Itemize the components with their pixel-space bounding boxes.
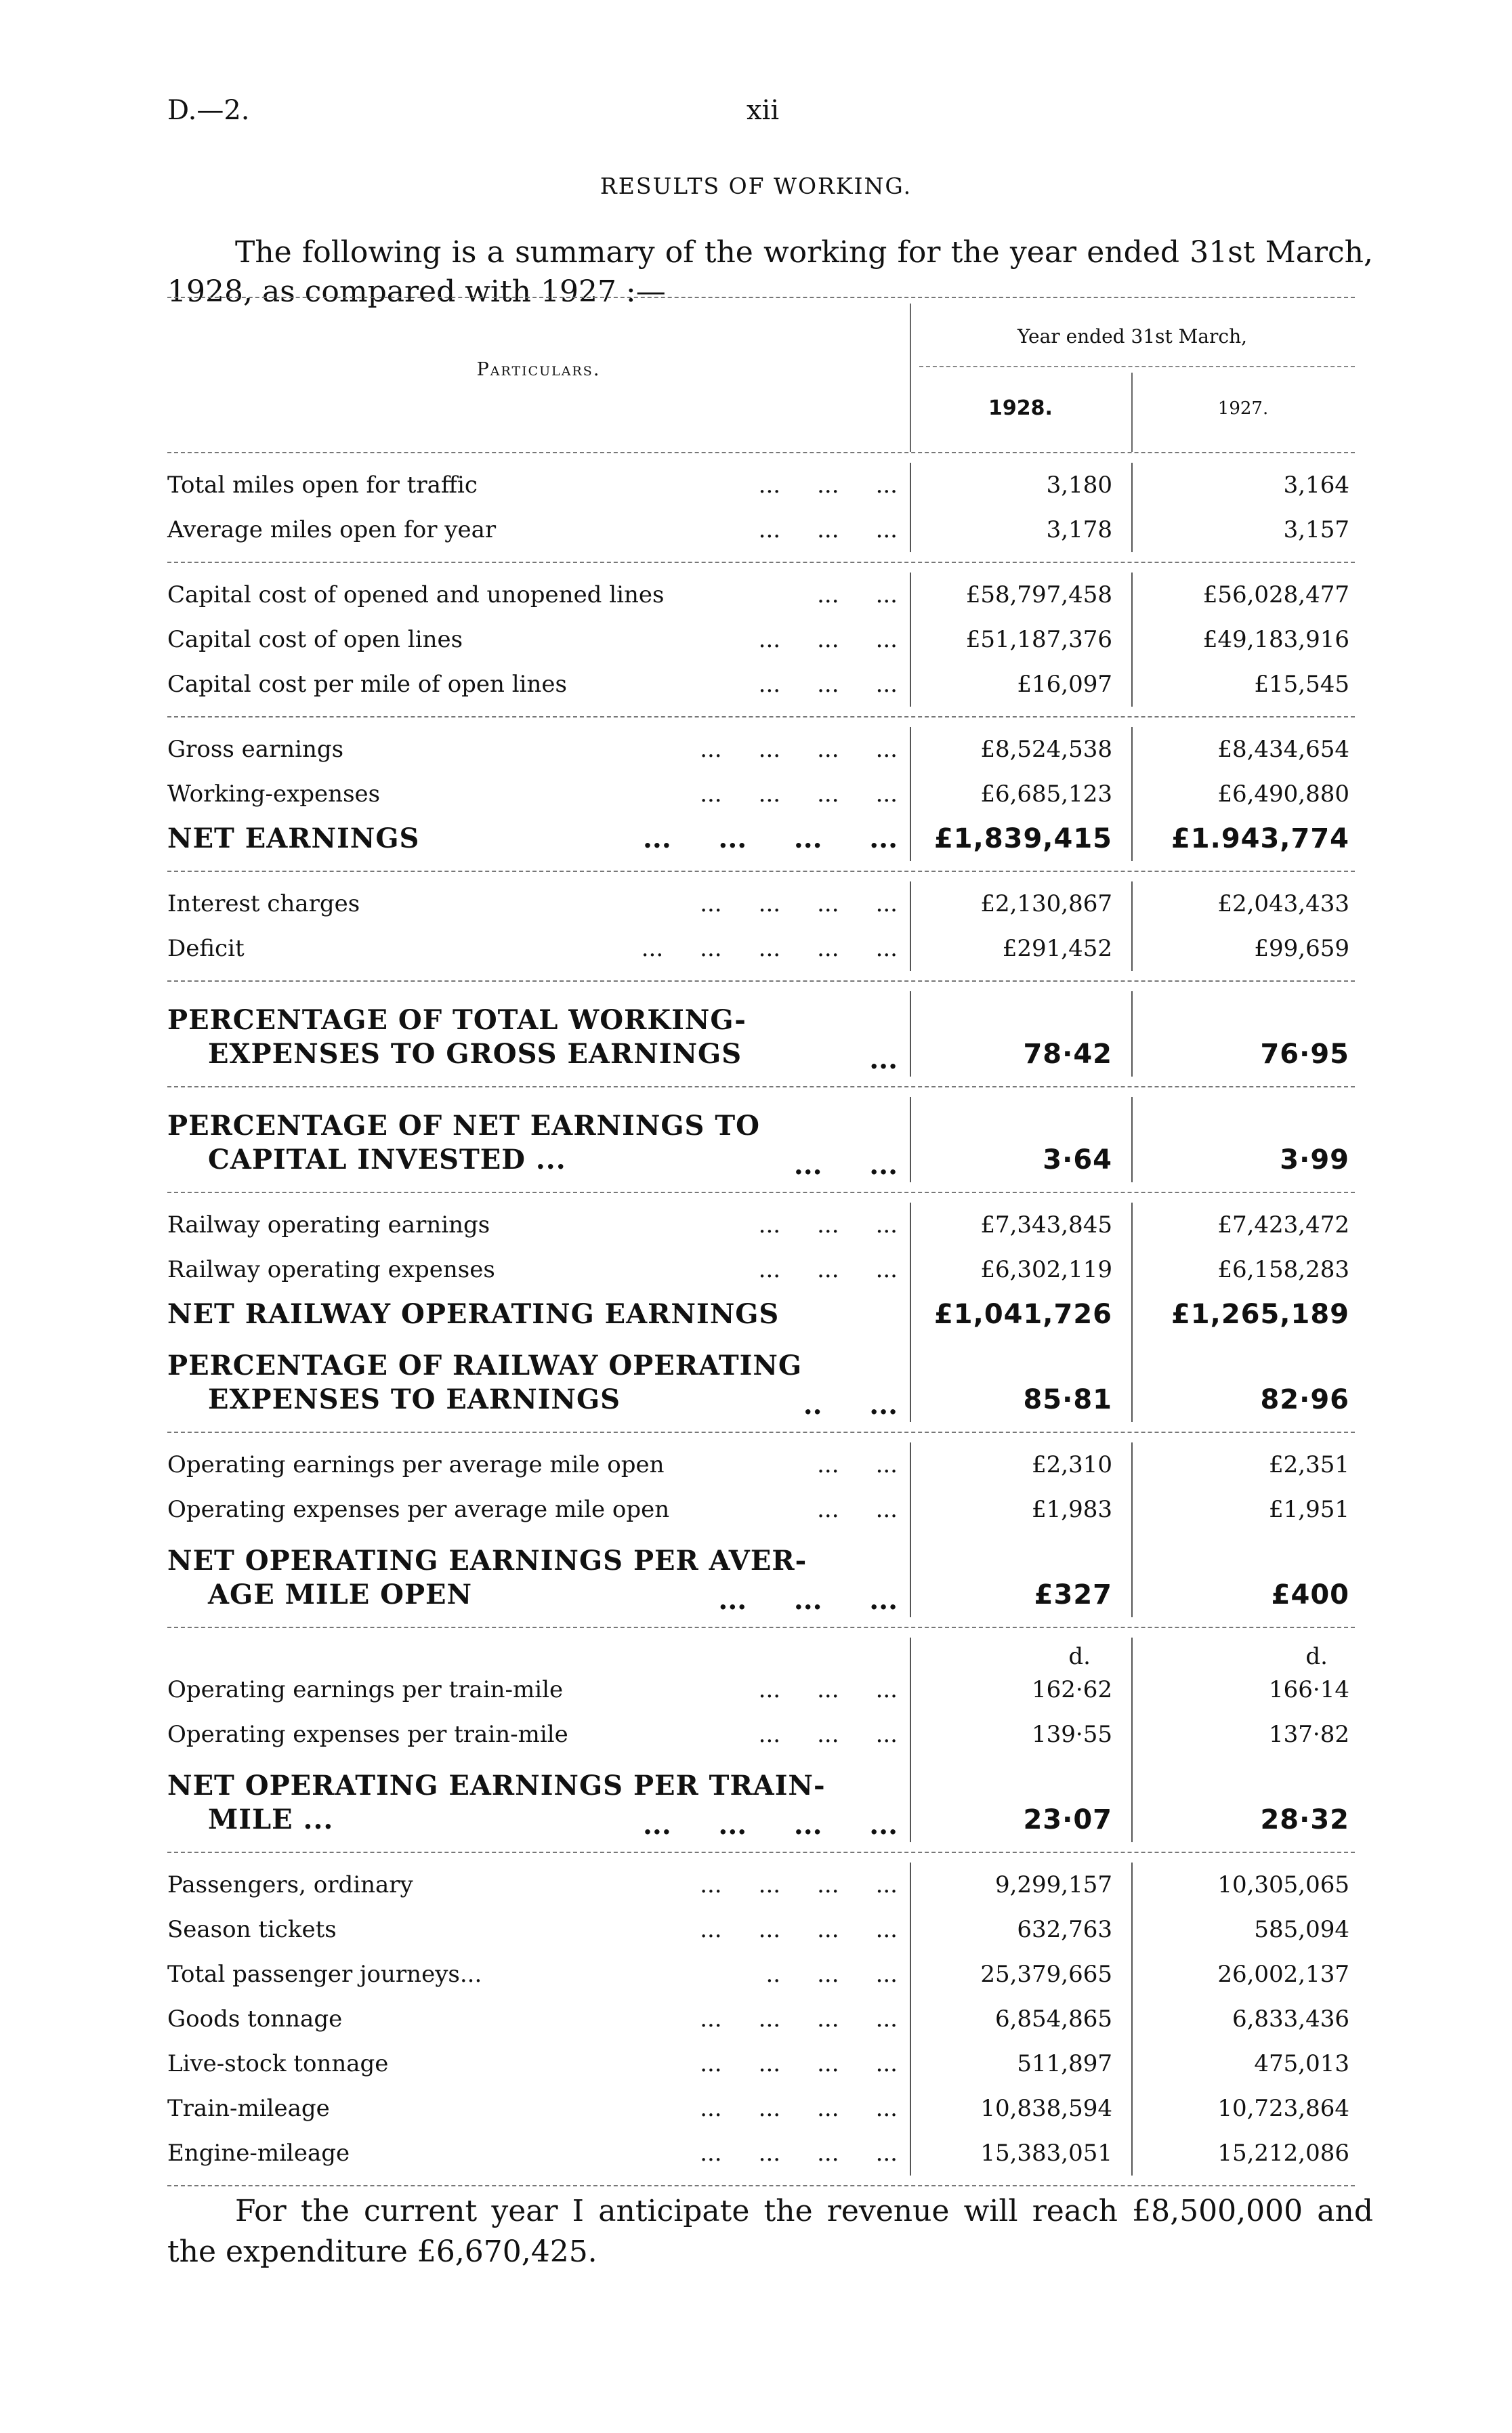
document-reference: D.—2.	[167, 95, 250, 126]
row-label-text: PERCENTAGE OF NET EARNINGS TO	[167, 1110, 760, 1142]
row-label	[167, 1349, 910, 1422]
unit-row	[167, 1638, 1355, 1670]
page-number: xii	[747, 95, 780, 126]
value-1927: 10,305,065	[1131, 1863, 1355, 1907]
leader-dots: .. ... ...	[765, 1961, 898, 1988]
table-row	[167, 1487, 1355, 1532]
row-label-text: PERCENTAGE OF RAILWAY OPERATING	[167, 1350, 803, 1381]
row-label	[167, 1667, 910, 1712]
row-label-text: Railway operating earnings	[167, 1211, 490, 1239]
row-label-continuation: MILE ...	[208, 1804, 334, 1835]
value-1928: £2,130,867	[910, 881, 1131, 926]
table-row	[167, 2041, 1355, 2086]
row-label-text: Average miles open for year	[167, 516, 497, 543]
leader-dots: ... ... ...	[758, 671, 898, 698]
row-label-continuation: CAPITAL INVESTED ...	[208, 1144, 566, 1176]
value-1927: 26,002,137	[1131, 1952, 1355, 1997]
row-label-continuation: EXPENSES TO EARNINGS	[208, 1384, 621, 1415]
value-1927: £2,043,433	[1131, 881, 1355, 926]
row-label	[167, 1952, 910, 1997]
row-label	[167, 1712, 910, 1757]
value-1927: 15,212,086	[1131, 2131, 1355, 2176]
row-label-text: Capital cost per mile of open lines	[167, 671, 567, 698]
row-label	[167, 816, 910, 861]
leader-dots: ... ...	[817, 581, 898, 608]
row-label-text: Capital cost of opened and unopened lines	[167, 581, 665, 608]
intro-paragraph: The following is a summary of the working for the year ended 31st March, 1928, as compared with 1927 :—	[167, 235, 1373, 309]
row-label-text: Operating earnings per average mile open	[167, 1451, 665, 1478]
table-row	[167, 1203, 1355, 1247]
section-title: RESULTS OF WORKING.	[600, 173, 912, 199]
leader-dots: ... ...	[793, 1149, 898, 1181]
value-1928: 632,763	[910, 1907, 1131, 1952]
table-row	[167, 881, 1355, 926]
table-group	[167, 1193, 1355, 1432]
leader-dots: ... ... ... ...	[700, 2005, 898, 2033]
value-1927: £2,351	[1131, 1442, 1355, 1487]
value-1927: 10,723,864	[1131, 2086, 1355, 2131]
table-row	[167, 1757, 1355, 1842]
value-1928: £1,041,726	[910, 1292, 1131, 1337]
table-row	[167, 1337, 1355, 1422]
row-label-text: Railway operating expenses	[167, 1256, 495, 1283]
value-1927: £6,158,283	[1131, 1247, 1355, 1292]
closing-paragraph: For the current year I anticipate the revenue will reach £8,500,000 and the expenditure £6,670,425.	[167, 2194, 1373, 2269]
table-row	[167, 1997, 1355, 2041]
row-label	[167, 772, 910, 816]
value-1927: £8,434,654	[1131, 727, 1355, 772]
value-1928: 15,383,051	[910, 2131, 1131, 2176]
header-sub-rule	[919, 366, 1355, 367]
row-label-text: NET OPERATING EARNINGS PER TRAIN-	[167, 1770, 826, 1802]
value-1928: 6,854,865	[910, 1997, 1131, 2041]
row-label	[167, 617, 910, 662]
row-label	[167, 1003, 910, 1077]
value-1927: £400	[1131, 1532, 1355, 1617]
row-label	[167, 1247, 910, 1292]
value-1928: £58,797,458	[910, 573, 1131, 617]
leader-dots: ... ... ...	[718, 1584, 898, 1616]
leader-dots: ... ... ... ...	[700, 1916, 898, 1943]
table-row	[167, 1097, 1355, 1182]
value-1928: £6,302,119	[910, 1247, 1131, 1292]
value-1928: 85·81	[910, 1337, 1131, 1422]
unit-1928: d.	[910, 1638, 1131, 1667]
table-row	[167, 727, 1355, 772]
table-row	[167, 2131, 1355, 2176]
row-label-text: NET EARNINGS	[167, 823, 420, 854]
row-label	[167, 1109, 910, 1182]
leader-dots: ... ... ... ...	[700, 781, 898, 808]
leader-dots: ... ... ...	[758, 1256, 898, 1283]
header-year-ended: Year ended 31st March,	[1017, 325, 1248, 348]
value-1927: 28·32	[1131, 1757, 1355, 1842]
row-label-text: NET RAILWAY OPERATING EARNINGS	[167, 1298, 780, 1330]
row-label-continuation: EXPENSES TO GROSS EARNINGS	[208, 1038, 742, 1070]
leader-dots: ... ... ...	[758, 472, 898, 499]
row-label-continuation: AGE MILE OPEN	[208, 1579, 473, 1610]
table-row	[167, 772, 1355, 816]
leader-dots: ... ... ...	[758, 626, 898, 653]
value-1927: £56,028,477	[1131, 573, 1355, 617]
table-group	[167, 453, 1355, 562]
row-label	[167, 1544, 910, 1617]
row-label-text: Live-stock tonnage	[167, 2050, 389, 2077]
table-header	[167, 298, 1355, 452]
table-row	[167, 2086, 1355, 2131]
table-row	[167, 1442, 1355, 1487]
table-row	[167, 463, 1355, 507]
page-header	[167, 95, 1355, 136]
table-group	[167, 872, 1355, 980]
value-1927: £1,951	[1131, 1487, 1355, 1532]
value-1928: £291,452	[910, 926, 1131, 971]
row-label-text: Interest charges	[167, 890, 360, 917]
leader-dots: ... ...	[817, 1496, 898, 1523]
table-row	[167, 662, 1355, 707]
header-particulars: Particulars.	[476, 359, 601, 380]
row-label-text: Total miles open for traffic	[167, 472, 478, 499]
value-1928: 3,180	[910, 463, 1131, 507]
row-label-text: Gross earnings	[167, 736, 344, 763]
value-1928: £51,187,376	[910, 617, 1131, 662]
row-label	[167, 926, 910, 971]
row-label	[167, 662, 910, 707]
value-1928: £8,524,538	[910, 727, 1131, 772]
value-1928: 9,299,157	[910, 1863, 1131, 1907]
leader-dots: ... ... ...	[758, 516, 898, 543]
leader-dots: ... ... ... ...	[643, 823, 898, 854]
value-1927: 475,013	[1131, 2041, 1355, 2086]
leader-dots: ... ... ... ...	[700, 890, 898, 917]
value-1927: £99,659	[1131, 926, 1355, 971]
value-1927: £49,183,916	[1131, 617, 1355, 662]
table-row	[167, 573, 1355, 617]
value-1927: 166·14	[1131, 1667, 1355, 1712]
header-col-1928: 1928.	[988, 396, 1053, 420]
row-label-text: Train-mileage	[167, 2095, 330, 2122]
value-1927: 3,164	[1131, 463, 1355, 507]
row-label	[167, 2086, 910, 2131]
table-row	[167, 617, 1355, 662]
value-1928: 511,897	[910, 2041, 1131, 2086]
table-row	[167, 1532, 1355, 1617]
row-label-text: Deficit	[167, 935, 245, 962]
value-1928: £16,097	[910, 662, 1131, 707]
row-label	[167, 1292, 910, 1337]
value-1927: £15,545	[1131, 662, 1355, 707]
row-label-text: NET OPERATING EARNINGS PER AVER-	[167, 1545, 807, 1577]
value-1927: £6,490,880	[1131, 772, 1355, 816]
row-label-text: Season tickets	[167, 1916, 337, 1943]
value-1927: 3,157	[1131, 507, 1355, 552]
table-group	[167, 1087, 1355, 1192]
unit-1927: d.	[1131, 1638, 1355, 1667]
value-1928: 139·55	[910, 1712, 1131, 1757]
value-1928: £6,685,123	[910, 772, 1131, 816]
value-1927: £7,423,472	[1131, 1203, 1355, 1247]
table-group	[167, 1628, 1355, 1852]
value-1928: £327	[910, 1532, 1131, 1617]
row-label-text: Passengers, ordinary	[167, 1871, 413, 1898]
table-row	[167, 1247, 1355, 1292]
row-label	[167, 1997, 910, 2041]
value-1928: 162·62	[910, 1667, 1131, 1712]
row-label-text: Goods tonnage	[167, 2005, 343, 2033]
leader-dots: ... ...	[817, 1451, 898, 1478]
leader-dots: ... ... ...	[758, 1211, 898, 1239]
value-1927: £1,265,189	[1131, 1292, 1355, 1337]
table-row	[167, 1292, 1355, 1337]
table-row	[167, 1952, 1355, 1997]
row-label	[167, 1487, 910, 1532]
leader-dots: ... ... ... ...	[700, 1871, 898, 1898]
table-row	[167, 991, 1355, 1077]
row-label	[167, 727, 910, 772]
row-label	[167, 881, 910, 926]
row-label-text: Engine-mileage	[167, 2140, 350, 2167]
table-group	[167, 563, 1355, 716]
table-row	[167, 926, 1355, 971]
table-body	[167, 452, 1355, 2186]
value-1928: £2,310	[910, 1442, 1131, 1487]
table-row	[167, 1712, 1355, 1757]
value-1928: £7,343,845	[910, 1203, 1131, 1247]
header-col-1927: 1927.	[1217, 398, 1269, 419]
row-label-text: Operating expenses per average mile open	[167, 1496, 670, 1523]
row-label	[167, 463, 910, 507]
value-1928: £1,983	[910, 1487, 1131, 1532]
table-row	[167, 816, 1355, 861]
leader-dots: ... ... ... ... ...	[641, 935, 898, 962]
row-label	[167, 2041, 910, 2086]
value-1927: 6,833,436	[1131, 1997, 1355, 2041]
table-group	[167, 718, 1355, 871]
table-group	[167, 982, 1355, 1086]
leader-dots: ... ... ... ...	[700, 2095, 898, 2122]
leader-dots: ...	[869, 1043, 898, 1075]
row-label-text: Operating earnings per train-mile	[167, 1676, 564, 1703]
row-label	[167, 1442, 910, 1487]
value-1927: 3·99	[1131, 1097, 1355, 1182]
leader-dots: .. ...	[803, 1389, 898, 1421]
row-label-text: Working-expenses	[167, 781, 381, 808]
table-row	[167, 1863, 1355, 1907]
leader-dots: ... ... ... ...	[643, 1809, 898, 1841]
row-label	[167, 1769, 910, 1842]
row-label-text: Operating expenses per train-mile	[167, 1721, 568, 1748]
row-label-text: Total passenger journeys...	[167, 1961, 482, 1988]
row-label-text: PERCENTAGE OF TOTAL WORKING-	[167, 1004, 747, 1036]
value-1928: £1,839,415	[910, 816, 1131, 861]
results-table	[167, 297, 1355, 2186]
row-label	[167, 2131, 910, 2176]
value-1928: 3,178	[910, 507, 1131, 552]
leader-dots: ... ... ...	[758, 1721, 898, 1748]
value-1928: 10,838,594	[910, 2086, 1131, 2131]
row-label	[167, 1863, 910, 1907]
row-label	[167, 1907, 910, 1952]
value-1927: 82·96	[1131, 1337, 1355, 1422]
row-label	[167, 507, 910, 552]
row-label-text: Capital cost of open lines	[167, 626, 463, 653]
leader-dots: ... ... ... ...	[700, 2050, 898, 2077]
table-row	[167, 1667, 1355, 1712]
value-1928: 3·64	[910, 1097, 1131, 1182]
value-1928: 25,379,665	[910, 1952, 1131, 1997]
value-1928: 23·07	[910, 1757, 1131, 1842]
value-1927: 76·95	[1131, 991, 1355, 1077]
leader-dots: ... ... ... ...	[700, 2140, 898, 2167]
row-label	[167, 1203, 910, 1247]
table-row	[167, 507, 1355, 552]
leader-dots: ... ... ...	[758, 1676, 898, 1703]
row-label	[167, 573, 910, 617]
table-group	[167, 1433, 1355, 1627]
table-bottom-rule	[167, 2185, 1355, 2186]
value-1928: 78·42	[910, 991, 1131, 1077]
value-1927: 585,094	[1131, 1907, 1355, 1952]
table-group	[167, 1853, 1355, 2185]
leader-dots: ... ... ... ...	[700, 736, 898, 763]
table-row	[167, 1907, 1355, 1952]
value-1927: 137·82	[1131, 1712, 1355, 1757]
value-1927: £1.943,774	[1131, 816, 1355, 861]
